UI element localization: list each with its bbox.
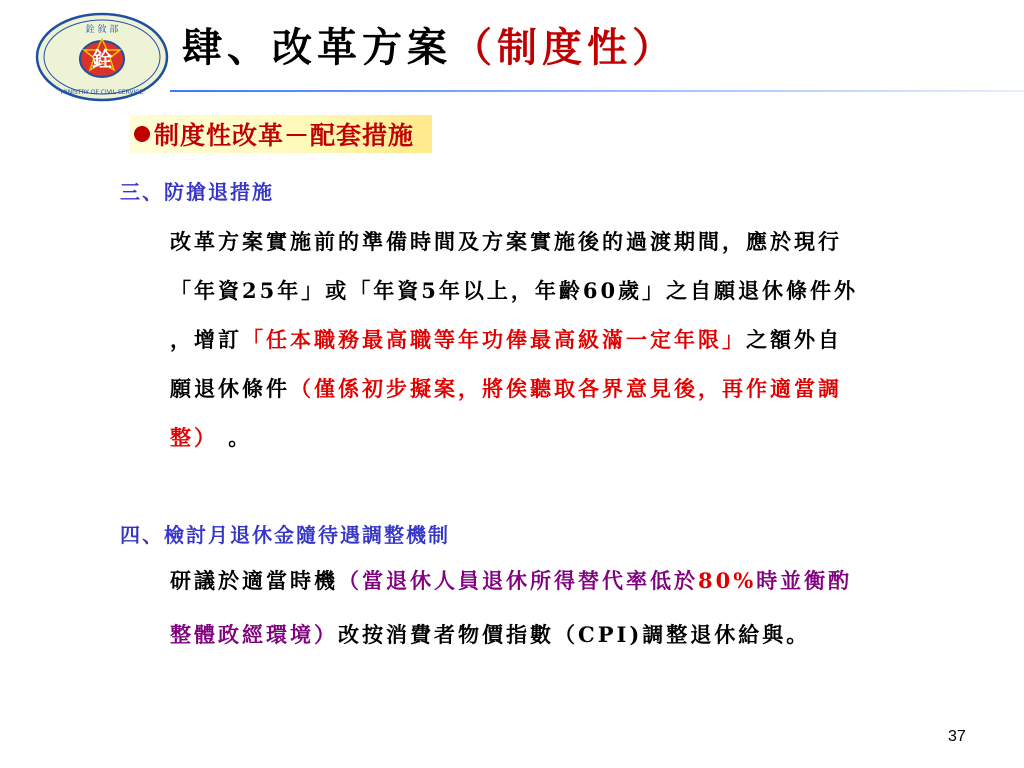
section3-line2-text: 「年資25年」或「年資5年以上，年齡60歲」之自願退休條件外	[170, 278, 859, 303]
section3-line3-text-b: 之額外自	[746, 327, 842, 352]
title-main: 肆、改革方案	[182, 24, 452, 71]
section3-line1-text: 改革方案實施前的準備時間及方案實施後的過渡期間，應於現行	[170, 229, 842, 254]
ministry-logo	[34, 12, 170, 102]
section3-body	[170, 231, 970, 476]
logo-text-top: 銓 敘 部	[85, 25, 119, 35]
section4-body	[170, 570, 970, 678]
title-accent: （制度性）	[452, 24, 677, 71]
section4-heading: 四、檢討月退休金隨待遇調整機制	[120, 523, 450, 547]
section4-line1-emphasis-b: 時並衡酌	[756, 568, 853, 593]
section3-line3	[170, 329, 970, 378]
section3-line3-emphasis: 「任本職務最高職等年功俸最高級滿一定年限」	[242, 327, 746, 352]
section3-line2	[170, 280, 970, 329]
section4-line1-emphasis-a: （當退休人員退休所得替代率低於	[338, 568, 698, 593]
page-title	[182, 24, 677, 71]
title-underline	[170, 90, 1024, 92]
subtitle-highlight	[130, 115, 432, 153]
page-number: 37	[948, 728, 966, 745]
section4-line1-percentage: 80%	[698, 568, 757, 593]
section4-line1-text: 研議於適當時機	[170, 568, 338, 593]
section4-line1	[170, 570, 970, 624]
subtitle: 制度性改革－配套措施	[154, 121, 415, 150]
section3-heading: 三、防搶退措施	[120, 180, 274, 204]
logo-text-ring: MINISTRY OF CIVIL SERVICE	[60, 89, 144, 96]
section3-line5-text: 。	[218, 425, 253, 450]
section3-line5	[170, 427, 970, 476]
section3-line5-emphasis: 整）	[170, 425, 218, 450]
section3-line3-text-a: ，增訂	[170, 327, 242, 352]
section4-line2-text: 改按消費者物價指數（CPI)調整退休給與。	[338, 622, 811, 647]
section4-line2-emphasis: 整體政經環境）	[170, 622, 338, 647]
section3-line4	[170, 378, 970, 427]
section3-line4-emphasis: （僅係初步擬案，將俟聽取各界意見後，再作適當調	[290, 376, 842, 401]
logo-seal-character: 銓	[92, 47, 112, 71]
section3-line1	[170, 231, 970, 280]
section3-line4-text: 願退休條件	[170, 376, 290, 401]
bullet-icon	[134, 126, 150, 142]
section4-line2	[170, 624, 970, 678]
